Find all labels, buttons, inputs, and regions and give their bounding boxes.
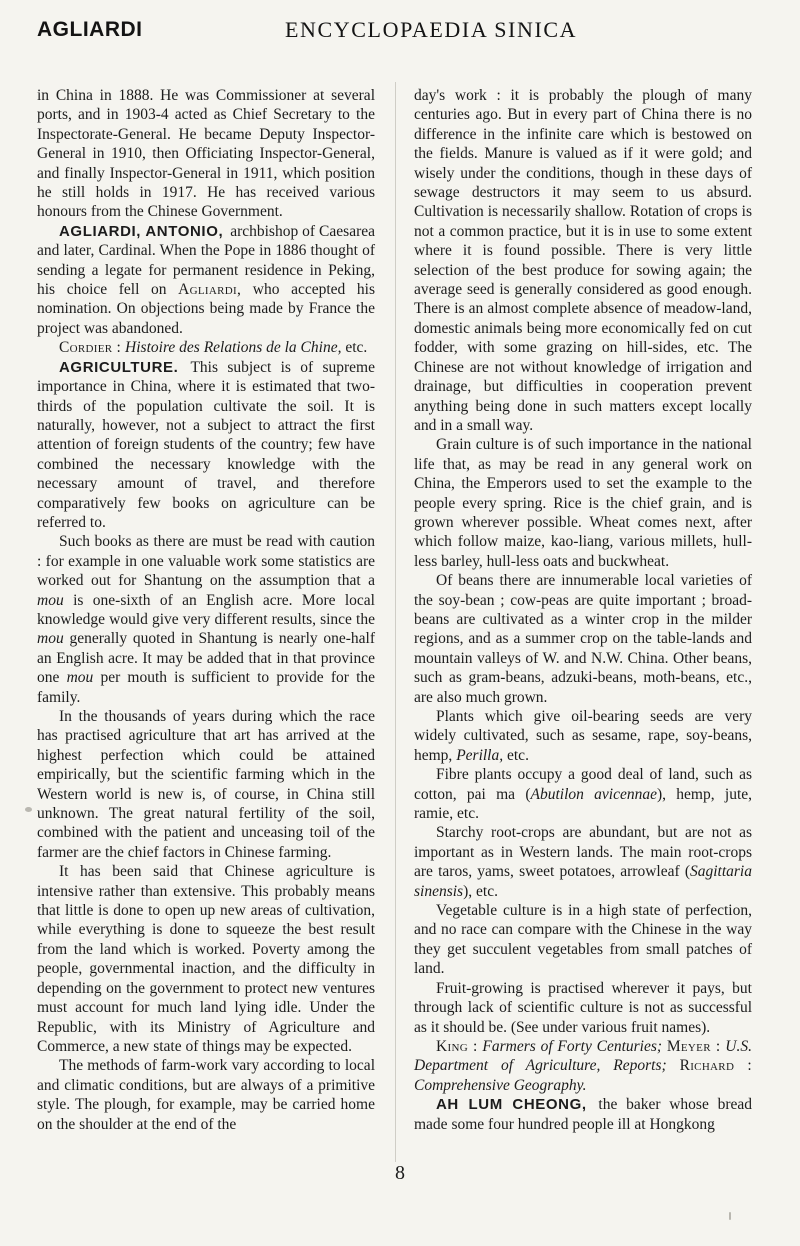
agliardi-entry [37, 222, 375, 338]
ah-lum-cheong-headword: AH LUM CHEONG, [436, 1096, 587, 1114]
agriculture-p2-b: is one-sixth of an English acre. More local knowledge would give very different results, since the [37, 591, 375, 628]
ah-lum-cheong-entry [414, 1095, 752, 1134]
ah-lum-cheong-text: the baker whose bread made some four hundred people ill at Hongkong [414, 1096, 753, 1133]
page-number: 8 [395, 1162, 405, 1184]
oil-plants-etc: etc. [507, 746, 529, 764]
root-crops-text-end: ), etc. [463, 882, 498, 900]
agliardi-ref-author: Cordier : [59, 339, 122, 357]
abutilon-term: Abutilon avicennae [530, 785, 657, 803]
agriculture-p2-a: Such books as there are must be read with caution : for example in one valuable work some statistics are worked out for Shantung on the assumption that a [37, 533, 375, 590]
agliardi-ref-etc: etc. [345, 339, 368, 357]
oil-plants-paragraph [414, 707, 752, 765]
agriculture-p2-c: generally quoted in Shantung is nearly one-half an English acre. It may be added that in that province one [37, 630, 375, 687]
fibre-plants-text-end: ), hemp, jute, ramie, etc. [414, 785, 753, 823]
agriculture-p4: It has been said that Chinese agriculture is intensive rather than extensive. This probably means that little is done to open up new areas of cultivation, while everything is done to squeeze the best result from the land which is worked. Poverty among the people, governmental inaction, and the difficulty in depending on the government to protect new ventures must account for much land lying idle. Under the Republic, with its Ministry of Agriculture and Commerce, a new state of things may be expected. [37, 863, 375, 1055]
running-head-headword: AGLIARDI [37, 18, 143, 41]
agliardi-name: Agliardi, [178, 281, 242, 299]
fruit-paragraph: Fruit-growing is practised wherever it pays, but through lack of scientific culture is not as successful as it should be. (See under various fruit names). [414, 979, 752, 1036]
running-head [0, 14, 800, 54]
ref-title-richard: Comprehensive Geography. [414, 1076, 587, 1094]
running-head-title: ENCYCLOPAEDIA SINICA [285, 17, 578, 42]
ref-title-meyer: U.S. Department of Agriculture, Reports; [414, 1037, 752, 1075]
right-column [414, 86, 752, 1134]
agriculture-entry [37, 358, 375, 533]
agliardi-text-after: who accepted his nomination. On objections being made by France the project was abandoned. [37, 281, 376, 337]
perilla-term: Perilla, [456, 746, 504, 764]
agriculture-p5-continued: day's work : it is probably the plough of many centuries ago. But in every part of China there is no difference in the infinite care which is bestowed on the fields. Manure is valued as if it were gold; and wisely under the conditions, though in these days of sewage destructors it may seem to us absurd. Cultivation is necessarily shallow. Rotation of crops is not a common practice, but it is in use to some extent where it is found possible. There is very little selection of the best produce for sowing again; the average seed is generally considered as good enough. There is an almost complete absence of meadow-land, domestic animals being more economically fed on cut fodder, with some grazing on hill-sides, etc. The Chinese are not without knowledge of irrigation and drainage, but difficulties in cooperation prevent anything being done in such matters except locally and in a small way. [414, 87, 752, 434]
mou-term: mou [66, 669, 94, 687]
agriculture-p2-d: per mouth is sufficient to provide for the family. [37, 669, 376, 706]
root-crops-text: Starchy root-crops are abundant, but are not as important as in Western lands. The main root-crops are taros, yams, sweet potatoes, arrowleaf ( [414, 824, 752, 881]
agriculture-p3: In the thousands of years during which the race has practised agriculture that art has arrived at the highest perfection which could be attained empirically, but the scientific farming which in the Western world is new is, of course, in China still unknown. The great natural fertility of the soil, combined with the patient and unceasing toil of the farmer are the chief factors in Chinese farming. [37, 708, 375, 861]
mou-term: mou [37, 591, 64, 609]
vegetable-paragraph: Vegetable culture is in a high state of perfection, and no race can compare with the Chinese in the way they get succulent vegetables from small patches of land. [414, 902, 752, 978]
oil-plants-text: Plants which give oil-bearing seeds are very widely cultivated, such as sesame, rape, soy-beans, hemp, [414, 708, 752, 764]
beans-paragraph: Of beans there are innumerable local varieties of the soy-bean ; cow-peas are quite important ; broad-beans are cultivated as a winter crop in the milder regions, and as a summer crop on the table-lands and mountain valleys of W. and N.W. China. Other beans, such as gram-beans, adzuki-beans, moth-beans, etc., are also much grown. [414, 572, 752, 706]
sagittaria-term: Sagittaria sinensis [414, 863, 752, 900]
ref-author-richard: Richard : [679, 1057, 752, 1075]
grain-paragraph: Grain culture is of such importance in the national life that, as may be read in any general work on China, the Emperors used to set the example to the people every spring. Rice is the chief grain, and is grown wherever possible. Wheat comes next, after which follow maize, kao-liang, various millets, hull-less barley, hull-less oats and buckwheat. [414, 436, 752, 570]
fibre-plants-paragraph [414, 765, 752, 823]
ref-author-king: King : [436, 1037, 478, 1055]
agriculture-references [414, 1037, 752, 1095]
agliardi-reference [37, 338, 375, 357]
ref-title-king: Farmers of Forty Centuries; [482, 1037, 663, 1055]
agliardi-text-before: archbishop of Caesarea and later, Cardinal. When the Pope in 1886 thought of sending a legate for permanent residence in Peking, his choice fell on [37, 222, 375, 299]
root-crops-paragraph [414, 823, 752, 901]
paper-speck [729, 1212, 731, 1220]
paper-speck [25, 807, 32, 812]
agliardi-headword: AGLIARDI, ANTONIO, [59, 222, 224, 240]
fibre-plants-text: Fibre plants occupy a good deal of land, such as cotton, pai ma ( [414, 766, 752, 803]
agriculture-p2 [37, 532, 375, 707]
mou-term: mou [37, 630, 64, 648]
left-column [37, 86, 375, 1134]
agriculture-p5: The methods of farm-work vary according to local and climatic conditions, but are always of a primitive style. The plough, for example, may be carried home on the shoulder at the end of the [37, 1057, 375, 1133]
agriculture-p1: This subject is of supreme importance in China, where it is estimated that two-thirds of the population cultivate the soil. It is naturally, however, not a subject to attract the first attention of foreign students of the country; few have combined the necessary knowledge with the necessary amount of travel, and therefore comparatively few books on agriculture can be referred to. [37, 358, 375, 531]
customs-entry-continuation: in China in 1888. He was Commissioner at several ports, and in 1903-4 acted as Chief Secretary to the Inspectorate-General. He became Deputy Inspector-General in 1910, then Officiating Inspector-General, and finally Inspector-General in 1911, which position he still holds in 1917. He has received various honours from the Chinese Government. [37, 87, 375, 221]
agriculture-headword: AGRICULTURE. [59, 358, 179, 376]
agliardi-ref-title: Histoire des Relations de la Chine, [125, 339, 342, 357]
column-divider [395, 82, 396, 1162]
ref-author-meyer: Meyer : [666, 1037, 721, 1055]
